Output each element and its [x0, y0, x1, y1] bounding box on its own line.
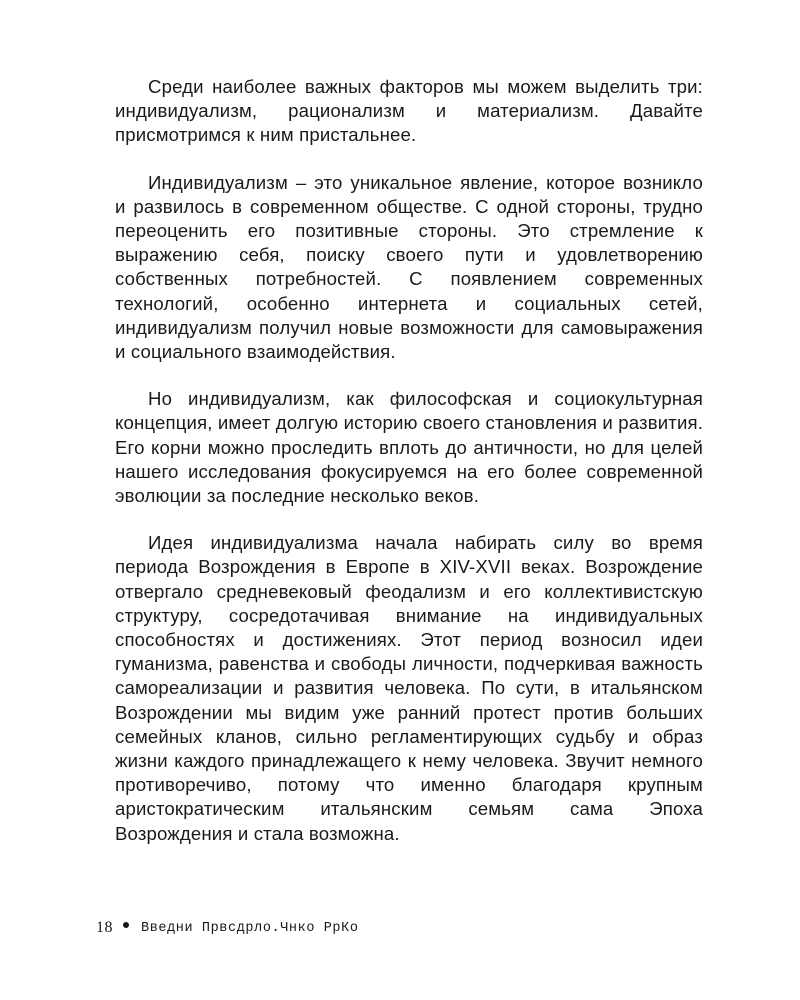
- page-number: 18: [96, 919, 113, 936]
- bullet-separator-icon: [123, 922, 129, 928]
- page-footer: [96, 916, 696, 940]
- paragraph-4: Идея индивидуализма начала набирать силу во время периода Возрождения в Европе в XIV-XVII веках. Возрождение отвергало средневековый феодализм и его коллективистскую структуру, сосредотачивая внимание на индивидуальных способностях и достижениях. Этот период возносил идеи гуманизма, равенства и свободы личности, подчеркивая важность самореализации и развития человека. По сути, в итальянском Возрождении мы видим уже ранний протест против больших семейных кланов, сильно регламентирующих судьбу и образ жизни каждого принадлежащего к нему человека. Звучит немного противоречиво, потому что именно благодаря крупным аристократическим итальянским семьям сама Эпоха Возрождения и стала возможна.: [115, 532, 703, 844]
- body-text: [115, 75, 703, 846]
- paragraph-1: Среди наиболее важных факторов мы можем выделить три: индивидуализм, рационализм и материализм. Давайте присмотримся к ним пристальнее.: [115, 76, 703, 146]
- running-title: Введни Првсдрло.Чнко РрКо: [141, 920, 359, 936]
- paragraph-3: Но индивидуализм, как философская и социокультурная концепция, имеет долгую историю своего становления и развития. Его корни можно проследить вплоть до античности, но для целей нашего исследования фокусируемся на его более современной эволюции за последние несколько веков.: [115, 388, 704, 507]
- paragraph-2: Индивидуализм – это уникальное явление, которое возникло и развилось в современном обществе. С одной стороны, трудно переоценить его позитивные стороны. Это стремление к выражению себя, поиску своего пути и удовлетворению собственных потребностей. С появлением современных технологий, особенно интернета и социальных сетей, индивидуализм получил новые возможности для самовыражения и социального взаимодействия.: [115, 171, 703, 363]
